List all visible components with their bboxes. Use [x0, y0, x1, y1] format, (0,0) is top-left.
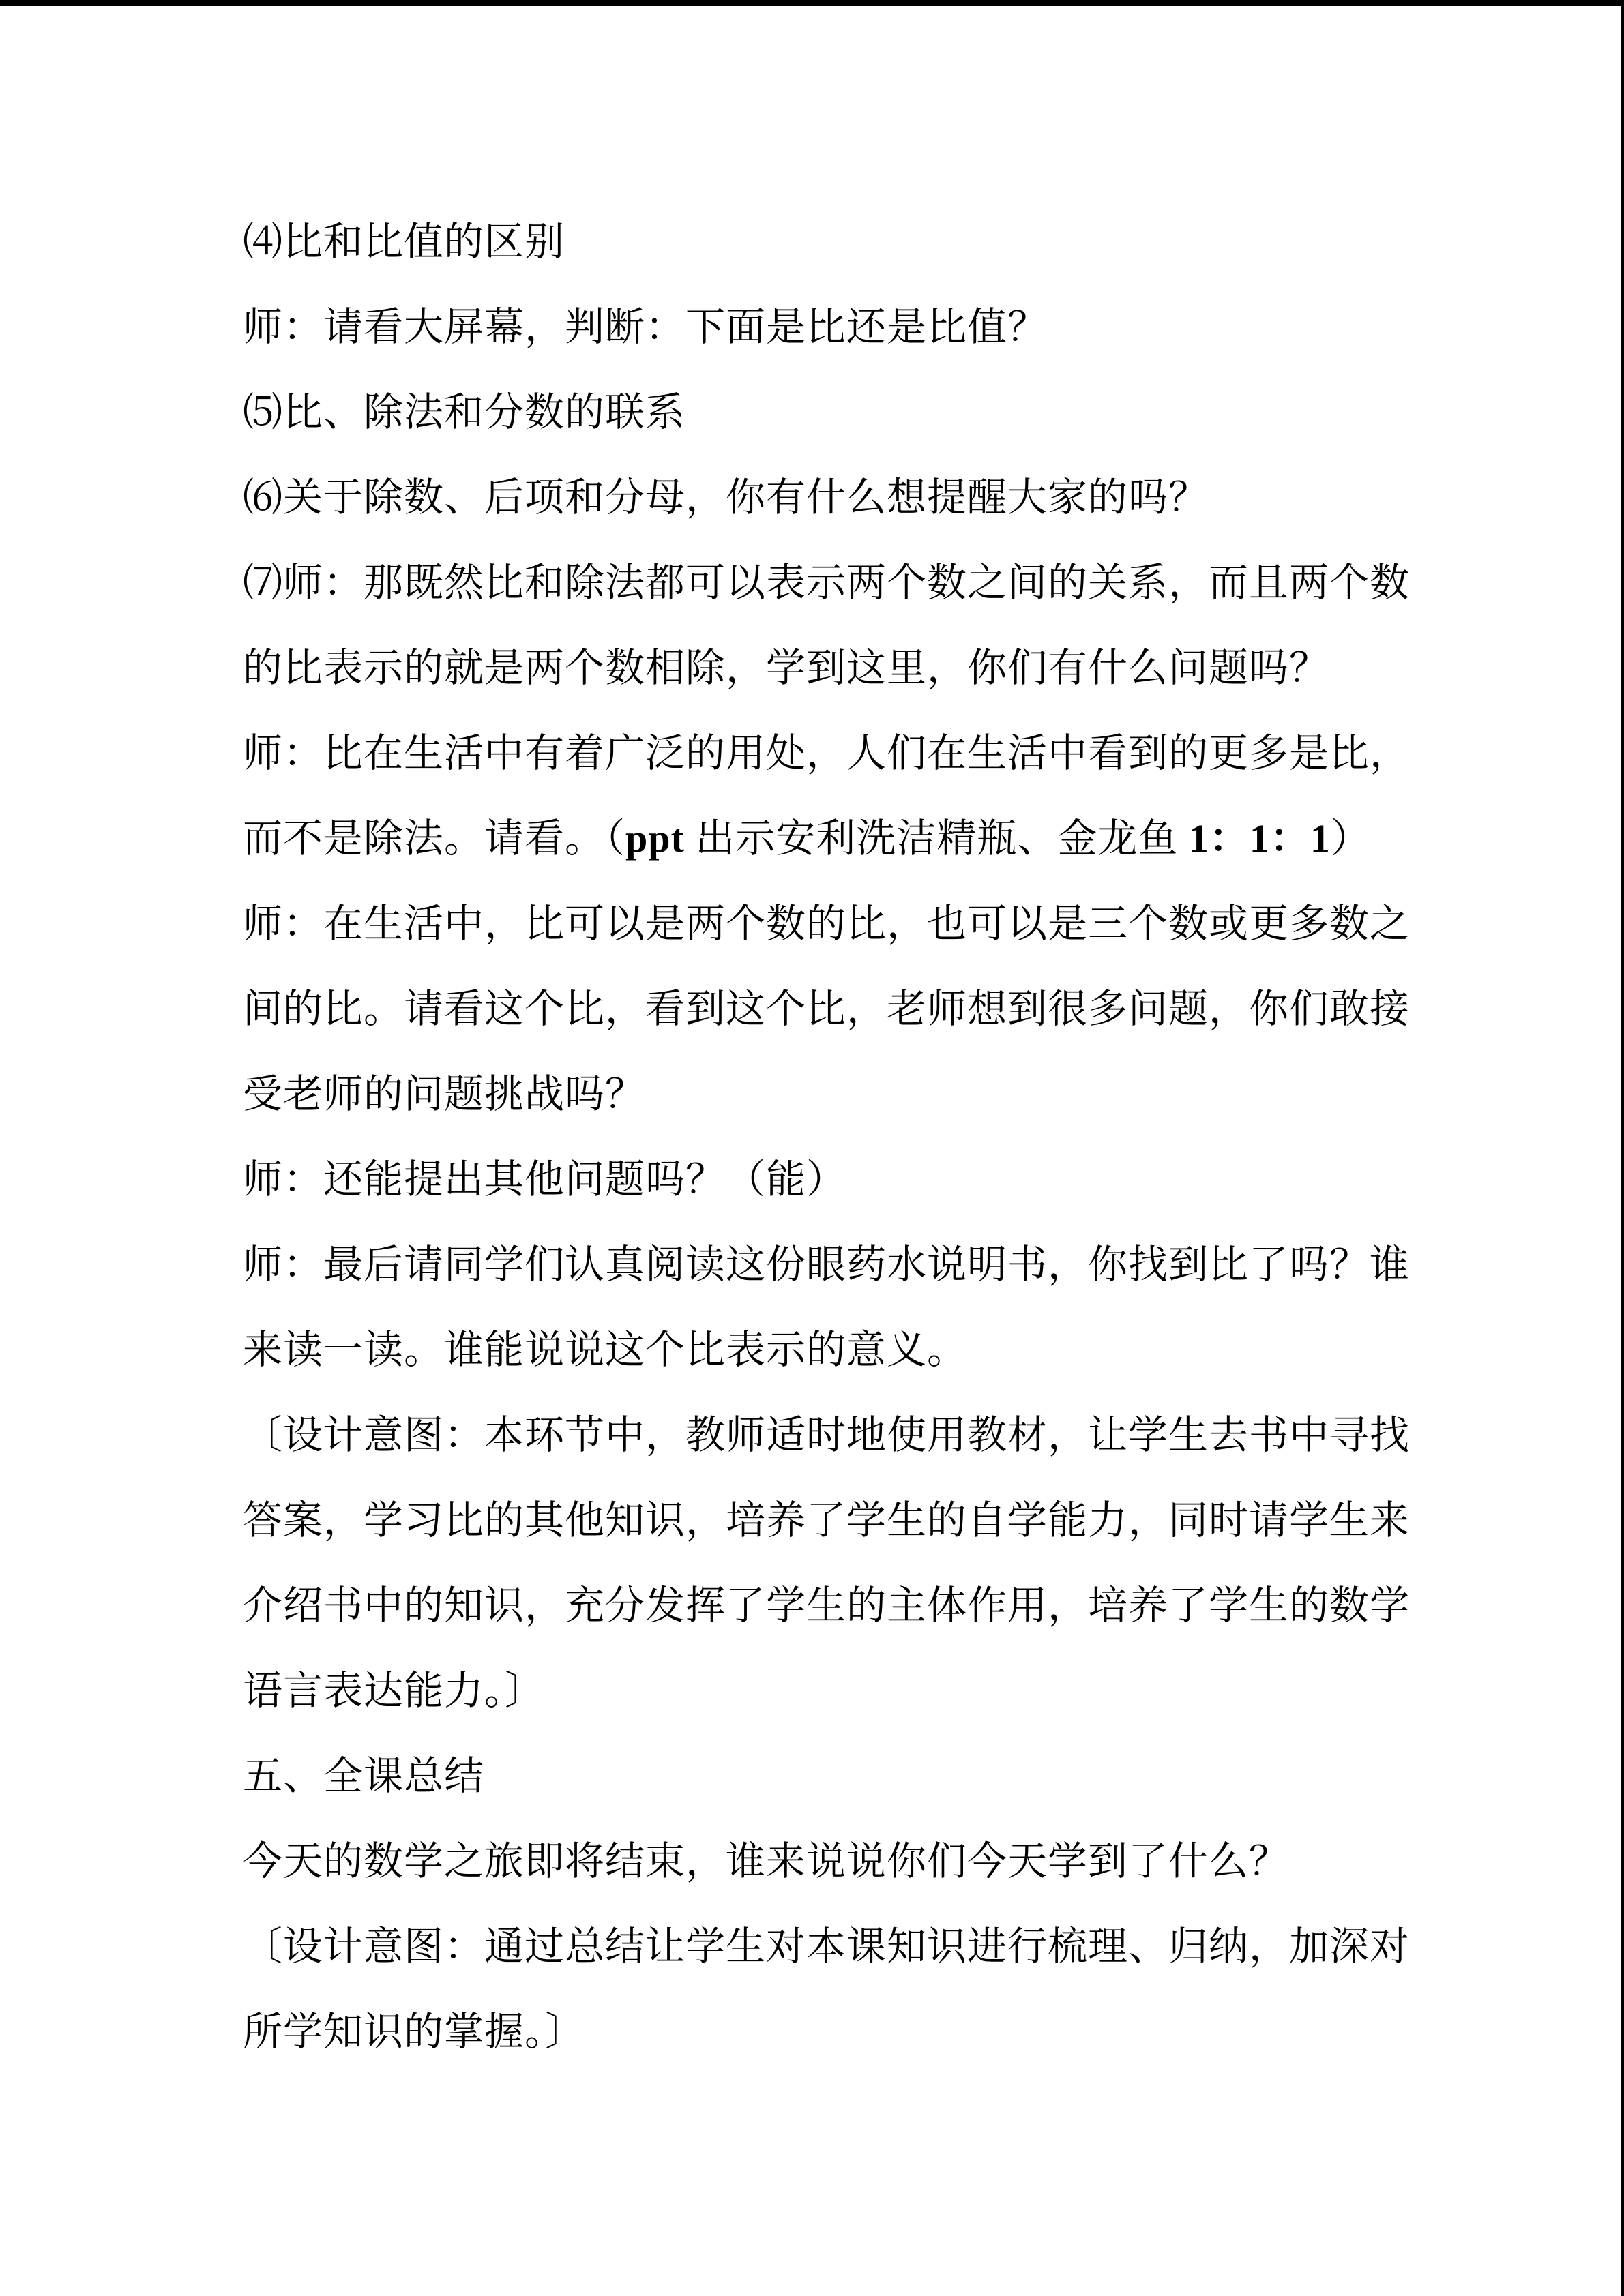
document-line — [243, 1307, 1450, 1392]
document-text: 师：在生活中，比可以是两个数的比，也可以是三个数或更多数之 — [243, 901, 1411, 946]
document-line — [243, 540, 1450, 625]
document-line — [243, 625, 1450, 711]
document-line — [243, 284, 1450, 370]
document-line — [243, 966, 1450, 1052]
document-line — [243, 199, 1450, 284]
document-body — [243, 199, 1450, 2074]
document-text: 〔设计意图：本环节中，教师适时地使用教材，让学生去书中寻找 — [243, 1413, 1411, 1457]
document-text: 间的比。请看这个比，看到这个比，老师想到很多问题，你们敢接 — [243, 987, 1411, 1031]
document-line — [243, 711, 1450, 796]
document-text: 来读一读。谁能说说这个比表示的意义。 — [243, 1328, 968, 1372]
document-text: 〔设计意图：通过总结让学生对本课知识进行梳理、归纳，加深对 — [243, 1924, 1411, 1969]
document-text: 介绍书中的知识，充分发挥了学生的主体作用，培养了学生的数学 — [243, 1583, 1411, 1628]
document-text: 师：比在生活中有着广泛的用处，人们在生活中看到的更多是比， — [243, 731, 1411, 775]
document-line — [243, 1733, 1450, 1819]
document-text: ⑺师：那既然比和除法都可以表示两个数之间的关系，而且两个数 — [243, 561, 1411, 605]
document-text: ⑸比、除法和分数的联系 — [243, 390, 686, 434]
document-text: 师：请看大屏幕，判断：下面是比还是比值？ — [243, 305, 1048, 349]
document-line — [243, 1222, 1450, 1307]
document-text: 而不是除法。请看。（ — [243, 816, 626, 861]
document-line — [243, 1137, 1450, 1222]
page-top-border — [0, 0, 1624, 6]
document-text: 出示安利洗洁精瓶、金龙鱼 — [684, 816, 1189, 861]
document-text: 受老师的问题挑战吗？ — [243, 1072, 646, 1116]
document-line — [243, 1989, 1450, 2074]
document-line — [243, 1478, 1450, 1563]
document-text: 答案，学习比的其他知识，培养了学生的自学能力，同时请学生来 — [243, 1498, 1411, 1542]
document-text: 的比表示的就是两个数相除，学到这里，你们有什么问题吗？ — [243, 646, 1330, 690]
document-text-bold: 1：1：1 — [1188, 816, 1331, 861]
document-line — [243, 1563, 1450, 1648]
document-text: ⑹关于除数、后项和分母，你有什么想提醒大家的吗？ — [243, 475, 1209, 520]
document-text: ） — [1330, 816, 1371, 861]
document-line — [243, 1819, 1450, 1904]
document-text: 今天的数学之旅即将结束，谁来说说你们今天学到了什么？ — [243, 1839, 1290, 1883]
document-text: 语言表达能力。〕 — [243, 1669, 546, 1713]
document-text: 师：还能提出其他问题吗？（能） — [243, 1157, 847, 1202]
document-line — [243, 796, 1450, 881]
document-line — [243, 1904, 1450, 1989]
document-line — [243, 1392, 1450, 1478]
document-text: 师：最后请同学们认真阅读这份眼药水说明书，你找到比了吗？谁 — [243, 1242, 1411, 1287]
document-line — [243, 370, 1450, 455]
document-line — [243, 1648, 1450, 1733]
document-text-bold: ppt — [625, 816, 685, 861]
document-text: 五、全课总结 — [243, 1754, 485, 1798]
document-line — [243, 881, 1450, 966]
document-text: ⑷比和比值的区别 — [243, 220, 565, 264]
document-text: 所学知识的掌握。〕 — [243, 2010, 586, 2054]
document-line — [243, 455, 1450, 540]
page-right-border — [1621, 0, 1624, 2296]
document-line — [243, 1052, 1450, 1137]
